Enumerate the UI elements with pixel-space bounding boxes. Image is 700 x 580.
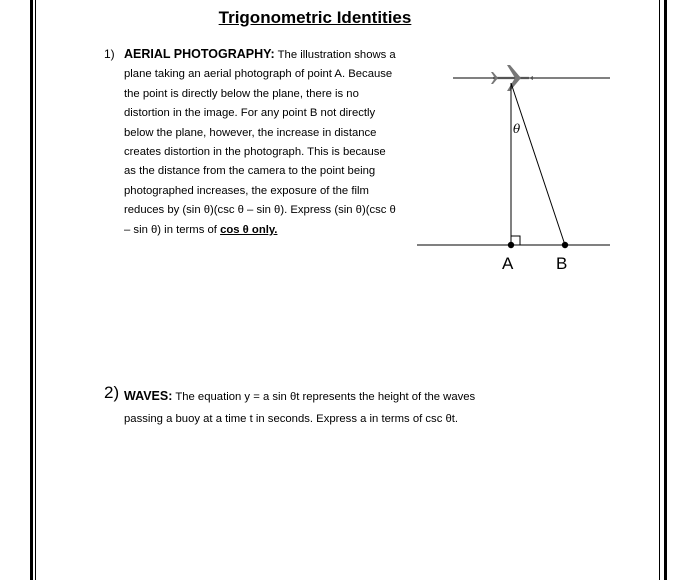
question-2-line-2: passing a buoy at a time t in seconds. Express a in terms of csc θt. [124, 413, 459, 425]
point-b-dot [562, 242, 568, 248]
question-2-line-1 [124, 385, 544, 408]
point-a-label: A [502, 254, 514, 273]
question-2-number: 2) [104, 383, 120, 402]
point-a-dot [508, 242, 514, 248]
question-2-heading: WAVES: [124, 389, 173, 403]
question-1-body: The illustration shows a plane taking an aerial photograph of point A. Because the point is directly below the plane, there is no distortion in the image. For any point B not directly below the plane, however, the increase in distance creates distortion in the photograph. This is because as the distance from the camera to the point being photographed increases, the exposure of the film reduces by (sin θ)(csc θ – sin θ). Express (sin θ)(csc θ – sin θ) in terms of [124, 49, 396, 236]
angle-label: θ [513, 122, 521, 136]
question-2-text [124, 385, 544, 430]
aerial-photography-diagram [410, 55, 615, 280]
question-1-emphasis: cos θ only. [220, 223, 278, 236]
page-border-right [664, 0, 667, 580]
question-2-line-1-text: The equation y = a sin θt represents the height of the waves [175, 391, 476, 403]
question-1-heading: AERIAL PHOTOGRAPHY: [124, 47, 275, 61]
slanted-line-to-b [511, 83, 565, 245]
question-1-text [124, 45, 396, 240]
question-1-number: 1) [104, 47, 115, 61]
page-border-left [30, 0, 33, 580]
page-title: Trigonometric Identities [218, 8, 412, 27]
point-b-label: B [556, 254, 568, 273]
